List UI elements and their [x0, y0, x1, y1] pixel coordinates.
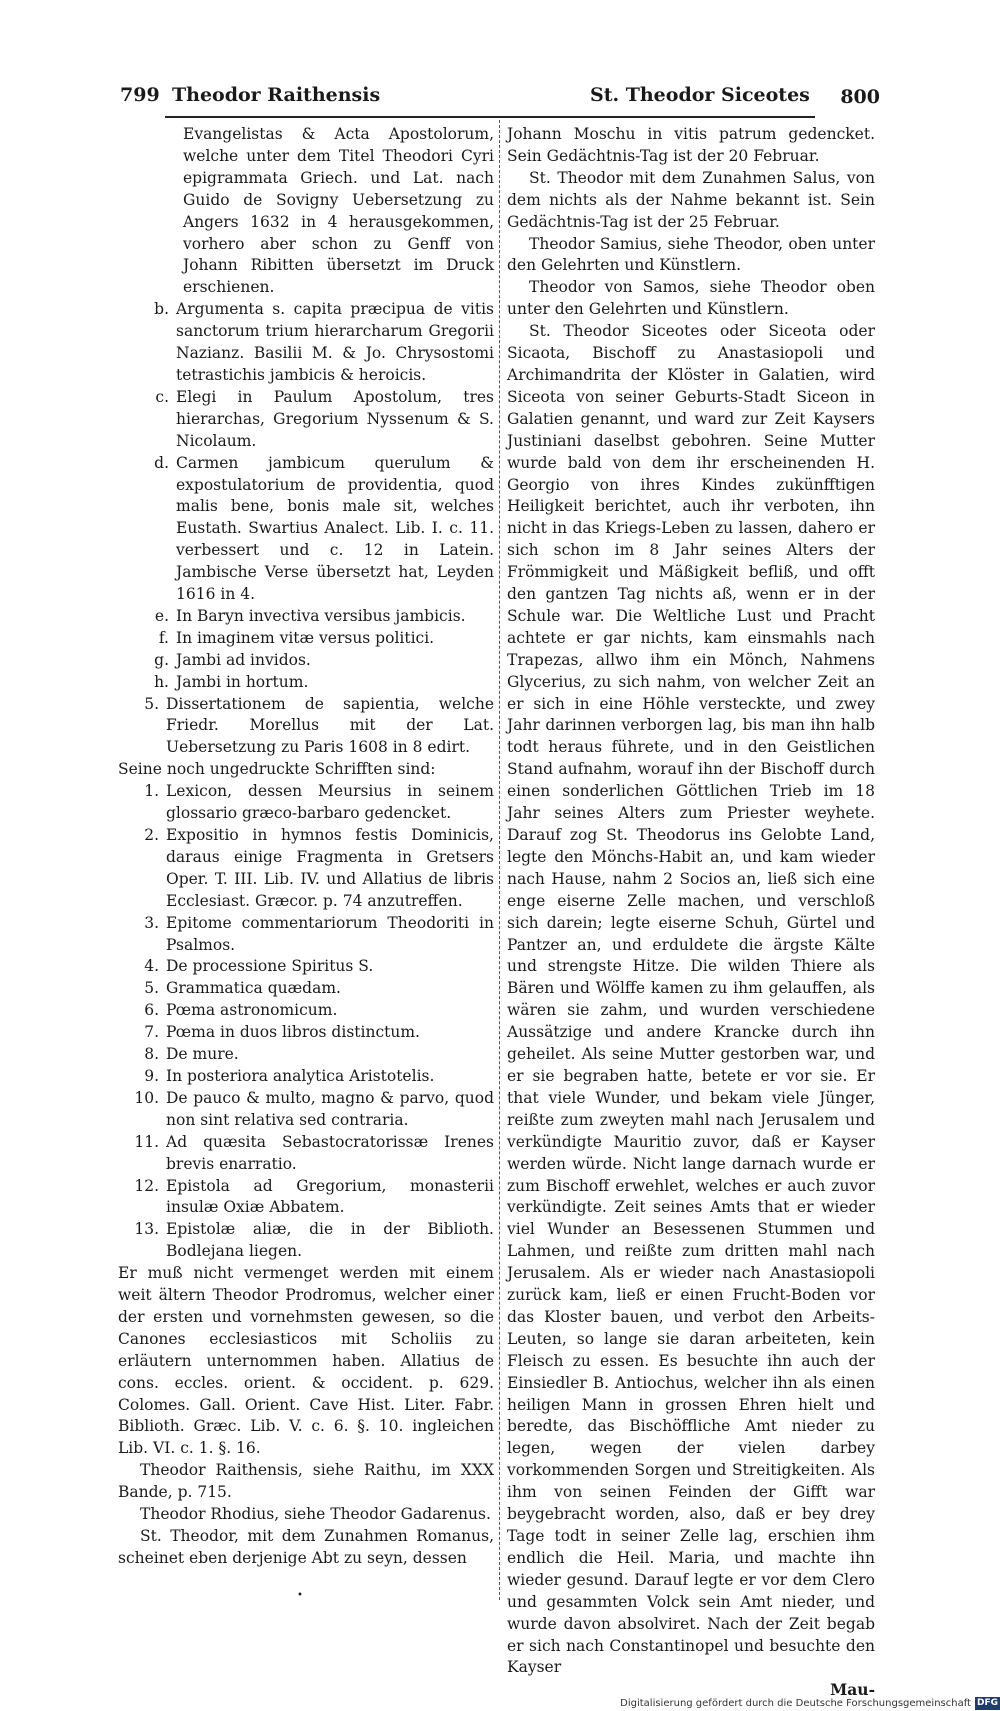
item-text: Carmen jambicum querulum & expostulatorium de providentia, quod malis bene, bonis male sit, welches Eustath. Swartius Analect. Lib. I. c. 11. verbessert und c. 12 in Latein. Jambische Verse übersetzt hat, Leyden 1616 in 4.: [176, 453, 494, 604]
right-page-number: 800: [840, 86, 880, 108]
item-marker: d.: [154, 453, 169, 472]
item-text: Lexicon, dessen Meursius in seinem glossario græco-barbaro gedencket.: [166, 782, 494, 823]
page-header: [120, 84, 880, 120]
item-text: Argumenta s. capita præcipua de vitis sanctorum trium hierarcharum Gregorii Nazianz. Basilii M. & Jo. Chrysostomi tetrastichis jambicis & heroicis.: [176, 300, 494, 384]
list-item: [118, 1088, 494, 1132]
column-divider: [499, 120, 500, 1600]
right-running-title: St. Theodor Siceotes: [590, 84, 810, 106]
list-item: [118, 825, 494, 913]
catchword: Mau-: [830, 1680, 875, 1700]
list-item: [118, 781, 494, 825]
list-item: [118, 1044, 494, 1066]
item-text: Jambi in hortum.: [176, 672, 309, 691]
item-marker: h.: [154, 672, 169, 691]
list-item: [118, 672, 494, 694]
list-item: [118, 913, 494, 957]
item-text: Epitome commentariorum Theodoriti in Psalmos.: [166, 913, 494, 954]
entry-romanus: St. Theodor, mit dem Zunahmen Romanus, scheinet eben derjenige Abt zu seyn, dessen: [118, 1527, 494, 1567]
item-marker: 13.: [134, 1220, 159, 1239]
dfg-logo: DFG: [976, 1698, 998, 1708]
closing-paragraph: Er muß nicht vermenget werden mit einem weit ältern Theodor Prodromus, welcher einer der ersten und vornehmsten gewesen, so die Canones ecclesiasticos mit Scholiis zu erläutern unternommen haben. Allatius de cons. eccles. orient. & occident. p. 629. Colomes. Gall. Orient. Cave Hist. Liter. Fabr. Biblioth. Græc. Lib. V. c. 6. §. 10. ingleichen Lib. VI. c. 1. §. 16.: [118, 1264, 494, 1458]
item-text: Ad quæsita Sebastocratorissæ Irenes brevis enarratio.: [166, 1132, 494, 1173]
list-item: [118, 387, 494, 453]
item-text: De pauco & multo, magno & parvo, quod non sint relativa sed contraria.: [166, 1088, 494, 1129]
continuation-paragraph: Evangelistas & Acta Apostolorum, welche unter dem Titel Theodori Cyri epigrammata Griech. und Lat. nach Guido de Sovigny Uebersetzung zu Angers 1632 in 4 herausgekommen, vorhero aber schon zu Genff von Johann Ribitten übersetzt im Druck erschienen.: [183, 125, 494, 297]
item-marker: 5.: [144, 694, 159, 713]
item-marker: 4.: [144, 957, 159, 976]
list-item-5: [118, 694, 494, 760]
item-marker: 1.: [144, 782, 159, 801]
ornament-mark: •: [297, 1590, 303, 1601]
list-item: [118, 628, 494, 650]
list-item: [118, 1219, 494, 1263]
item-marker: c.: [155, 387, 169, 406]
unprinted-heading: Seine noch ungedruckte Schrifften sind:: [118, 760, 436, 779]
item-text: Grammatica quædam.: [166, 979, 341, 998]
item-marker: 8.: [144, 1045, 159, 1064]
item-marker: e.: [154, 606, 169, 625]
list-item: [118, 1022, 494, 1044]
entry-rhodius: Theodor Rhodius, siehe Theodor Gadarenus.: [140, 1505, 491, 1524]
list-item: [118, 1066, 494, 1088]
item-text: Epistolæ aliæ, die in der Biblioth. Bodlejana liegen.: [166, 1220, 494, 1261]
item-marker: 3.: [144, 913, 159, 932]
list-item: [118, 453, 494, 606]
item-marker: 11.: [134, 1132, 159, 1151]
list-item: [118, 1000, 494, 1022]
item-marker: f.: [158, 628, 169, 647]
left-column: [118, 124, 494, 1570]
header-rule: [165, 116, 815, 118]
item-marker: 12.: [134, 1176, 159, 1195]
continuation-paragraph: Johann Moschu in vitis patrum gedencket. Sein Gedächtnis-Tag ist der 20 Februar.: [507, 125, 875, 165]
item-text: Pœma in duos libros distinctum.: [166, 1023, 420, 1042]
item-text: De mure.: [166, 1045, 239, 1064]
item-marker: 6.: [144, 1001, 159, 1020]
entry-siceotes: St. Theodor Siceotes oder Siceota oder Sicaota, Bischoff zu Anastasiopoli und Archimandrita der Klöster in Galatien, wird Siceota von seiner Geburts-Stadt Siceon in Galatien genannt, und ward zur Zeit Kaysers Justiniani daselbst gebohren. Seine Mutter wurde bald von dem ihr erscheinenden H. Georgio von ihres Kindes zukünfftigen Heiligkeit berichtet, auch ihr verboten, ihn nicht in das Kriegs-Leben zu lassen, dahero er sich schon im 8 Jahr seines Alters der Frömmigkeit und Mäßigkeit befliß, und offt den gantzen Tag nichts aß, wenn er in der Schule war. Die Weltliche Lust und Pracht achtete er gar nichts, kam einsmahls nach Trapezas, allwo ihm ein Mönch, Nahmens Glycerius, zu sich nahm, von welcher Zeit an er sich in eine Höhle versteckte, und zwey Jahr darinnen verborgen lag, bis man ihn halb todt heraus führete, und in den Geistlichen Stand aufnahm, worauf ihn der Bischoff durch einen sonderlichen Göttlichen Trieb im 18 Jahr seines Alters zum Priester weyhete. Darauf zog St. Theodorus ins Gelobte Land, legte den Mönchs-Habit an, und kam wieder nach Hause, nahm 2 Socios an, ließ sich eine enge eiserne Zelle machen, und verschloß sich darein; legte eiserne Schuh, Gürtel und Pantzer an, und erduldete die ärgste Kälte und strengste Hitze. Die wilden Thiere als Bären und Wölffe kamen zu ihm gelauffen, als wären sie zahm, und wurden verschiedene Aussätzige und andere Krancke durch ihn geheilet. Als seine Mutter gestorben war, und er sie begraben hatte, betete er vor sie. Er that viele Wunder, und bekam viele Jünger, reißte zum zweyten mahl nach Jerusalem und verkündigte Mauritio zuvor, daß er Kayser werden würde. Nicht lange darnach wurde er zum Bischoff erwehlet, welches er auch zuvor verkündigte. Zeit seines Amts that er wieder viel Wunder an Besessenen Stummen und Lahmen, und reißte zum dritten mahl nach Jerusalem. Als er wieder nach Anastasiopoli zurück kam, ließ er einen Frucht-Boden vor das Kloster bauen, und verbot den Arbeits-Leuten, so lange sie daran arbeiteten, kein Fleisch zu essen. Es besuchte ihn auch der Einsiedler B. Antiochus, welcher ihn als einen heiligen Mann in grossen Ehren hielt und beredte, das Bischöffliche Amt nieder zu legen, wegen der vielen darbey vorkommenden Sorgen und Streitigkeiten. Als ihm von seinen Feinden der Gifft war beygebracht worden, also, daß er bey drey Tage todt in seiner Zelle lag, erschien ihm endlich die Heil. Maria, und machte ihn wieder gesund. Darauf legte er vor dem Clero und gesammten Volck sein Amt nieder, und wurde davon absolviret. Nach der Zeit begab er sich nach Constantinopel und besuchte den Kayser: [507, 322, 875, 1677]
item-marker: 10.: [134, 1088, 159, 1107]
list-item: [118, 956, 494, 978]
list-item: [118, 1132, 494, 1176]
item-text: In imaginem vitæ versus politici.: [176, 628, 435, 647]
left-page-number: 799: [120, 84, 160, 106]
digitization-credit: [585, 1696, 1000, 1711]
list-item: [118, 650, 494, 672]
item-marker: 5.: [144, 979, 159, 998]
item-text: Elegi in Paulum Apostolum, tres hierarchas, Gregorium Nyssenum & S. Nicolaum.: [176, 387, 494, 450]
item-text: De processione Spiritus S.: [166, 957, 374, 976]
entry-samos: Theodor von Samos, siehe Theodor oben unter den Gelehrten und Künstlern.: [507, 278, 875, 319]
entry-samius: Theodor Samius, siehe Theodor, oben unter den Gelehrten und Künstlern.: [507, 234, 875, 275]
list-item: [118, 978, 494, 1000]
item-marker: b.: [154, 300, 169, 319]
item-text: In posteriora analytica Aristotelis.: [166, 1066, 435, 1085]
left-running-title: Theodor Raithensis: [172, 84, 381, 106]
item-marker: g.: [154, 650, 169, 669]
list-item: [118, 299, 494, 387]
item-text: Epistola ad Gregorium, monasterii insulæ Oxiæ Abbatem.: [166, 1176, 494, 1217]
unprinted-list: [118, 781, 494, 1263]
entry-raithensis: Theodor Raithensis, siehe Raithu, im XXX Bande, p. 715.: [118, 1461, 494, 1502]
item-marker: 7.: [144, 1023, 159, 1042]
sub-item-list: [118, 299, 494, 693]
item-text: Pœma astronomicum.: [166, 1001, 338, 1020]
entry-salus: St. Theodor mit dem Zunahmen Salus, von dem nichts als der Nahme bekannt ist. Sein Gedächtnis-Tag ist der 25 Februar.: [507, 168, 875, 231]
credit-text: Digitalisierung gefördert durch die Deutsche Forschungsgemeinschaft: [620, 1698, 971, 1709]
item-marker: 2.: [144, 826, 159, 844]
list-item: [118, 1176, 494, 1220]
list-item: [118, 606, 494, 628]
item-text: Expositio in hymnos festis Dominicis, daraus einige Fragmenta in Gretsers Oper. T. III. Lib. IV. und Allatius de libris Ecclesiast. Græcor. p. 74 anzutreffen.: [166, 826, 494, 910]
item-text: Jambi ad invidos.: [176, 650, 311, 669]
right-column: [507, 124, 875, 1701]
item-marker: 9.: [144, 1066, 159, 1085]
item-text: In Baryn invectiva versibus jambicis.: [176, 606, 466, 625]
item-text: Dissertationem de sapientia, welche Friedr. Morellus mit der Lat. Uebersetzung zu Paris 1608 in 8 edirt.: [166, 694, 494, 757]
